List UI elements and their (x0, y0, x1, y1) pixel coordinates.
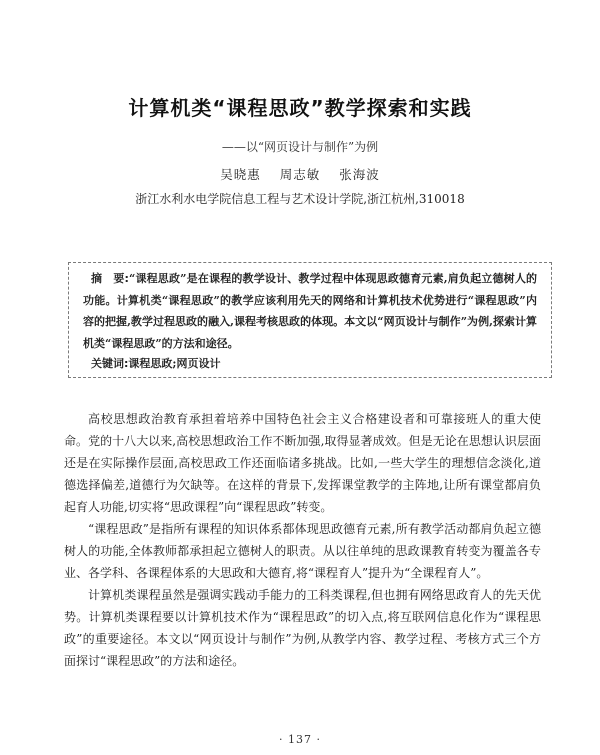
abstract (83, 268, 537, 354)
keywords-text: 课程思政;网页设计 (128, 357, 221, 370)
paper-subtitle: ——以“网页设计与制作”为例 (221, 140, 379, 154)
keywords (91, 354, 537, 374)
body-paragraph: 计算机类课程虽然是强调实践动手能力的工科类课程,但也拥有网络思政育人的先天优势。计算机类课程要以计算机技术作为“课程思政”的切入点,将互联网信息化作为“课程思政”的重要途径。本文以“网页设计与制作”为例,从教学内容、教学过程、考核方式三个方面探讨“课程思政”的方法和途径。 (64, 588, 541, 668)
abstract-box (68, 262, 552, 378)
abstract-label: 摘 要: (91, 272, 129, 285)
author-name: 张海波 (339, 167, 380, 182)
keywords-label: 关键词: (91, 357, 129, 370)
body-paragraph: “课程思政”是指所有课程的知识体系都体现思政德育元素,所有教学活动都肩负起立德树人的功能,全体教师都承担起立德树人的职责。从以往单纯的思政课教育转变为覆盖各专业、各学科、各课程体系的大思政和大德育,将“课程育人”提升为“全课程育人”。 (64, 522, 541, 580)
abstract-text: “课程思政”是在课程的教学设计、教学过程中体现思政德育元素,肩负起立德树人的功能。计算机类“课程思政”的教学应该利用先天的网络和计算机技术优势进行“课程思政”内容的把握,教学过程思政的融入,课程考核思政的体现。本文以“网页设计与制作”为例,探索计算机类“课程思政”的方法和途径。 (83, 272, 537, 350)
affiliation: 浙江水利水电学院信息工程与艺术设计学院,浙江杭州,310018 (135, 192, 465, 206)
author-list (0, 165, 600, 183)
author-name: 吴晓惠 (220, 167, 261, 182)
paper-title: 计算机类“课程思政”教学探索和实践 (128, 96, 472, 120)
body-text (64, 408, 541, 672)
author-name: 周志敏 (279, 167, 321, 182)
page-number: · 137 · (279, 733, 321, 746)
body-paragraph: 高校思想政治教育承担着培养中国特色社会主义合格建设者和可靠接班人的重大使命。党的十八大以来,高校思想政治工作不断加强,取得显著成效。但是无论在思想认识层面还是在实际操作层面,高校思政工作还面临诸多挑战。比如,一些大学生的理想信念淡化,道德选择偏差,道德行为欠缺等。在这样的背景下,发挥课堂教学的主阵地,让所有课堂都肩负起育人功能,切实将“思政课程”向“课程思政”转变。 (64, 412, 541, 514)
